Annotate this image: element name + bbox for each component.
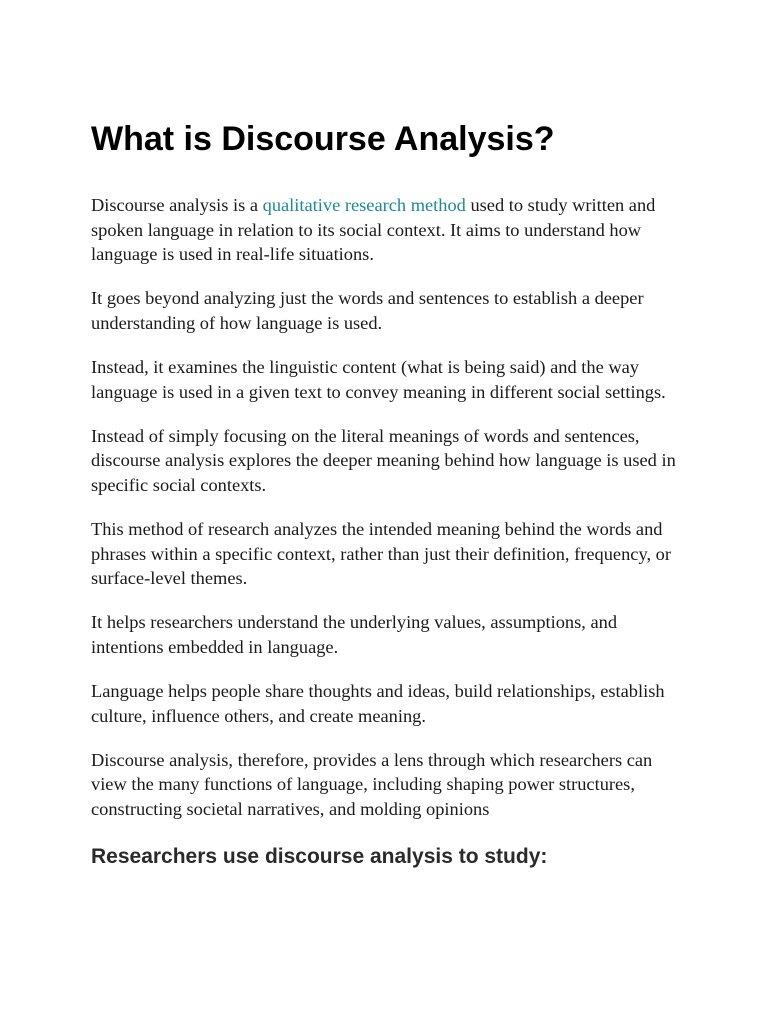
intro-text-after-link: used to study written and spoken language in relation to its social context. It aims to understand how language is used in real-life situations.	[91, 195, 656, 265]
paragraph: This method of research analyzes the intended meaning behind the words and phrases within a specific context, rather than just their definition, frequency, or surface-level themes.	[91, 518, 671, 589]
paragraph: It goes beyond analyzing just the words and sentences to establish a deeper understanding of how language is used.	[91, 288, 644, 333]
paragraph: It helps researchers understand the underlying values, assumptions, and intentions embedded in language.	[91, 612, 618, 657]
page-title: What is Discourse Analysis?	[91, 120, 555, 158]
paragraph: Discourse analysis, therefore, provides a lens through which researchers can view the many functions of language, including shaping power structures, constructing societal narratives, and molding opinions	[91, 749, 653, 819]
qualitative-research-method-link[interactable]: qualitative research method	[262, 195, 466, 215]
paragraph: Language helps people share thoughts and ideas, build relationships, establish culture, influence others, and create meaning.	[91, 680, 665, 726]
paragraph: Instead of simply focusing on the literal meanings of words and sentences, discourse analysis explores the deeper meaning behind how language is used in specific social contexts.	[91, 425, 676, 495]
intro-paragraph	[91, 193, 688, 267]
paragraph: Instead, it examines the linguistic content (what is being said) and the way language is used in a given text to convey meaning in different social settings.	[91, 356, 666, 402]
section-subheading: Researchers use discourse analysis to study:	[91, 845, 548, 869]
intro-text-before-link: Discourse analysis is a	[91, 195, 263, 215]
